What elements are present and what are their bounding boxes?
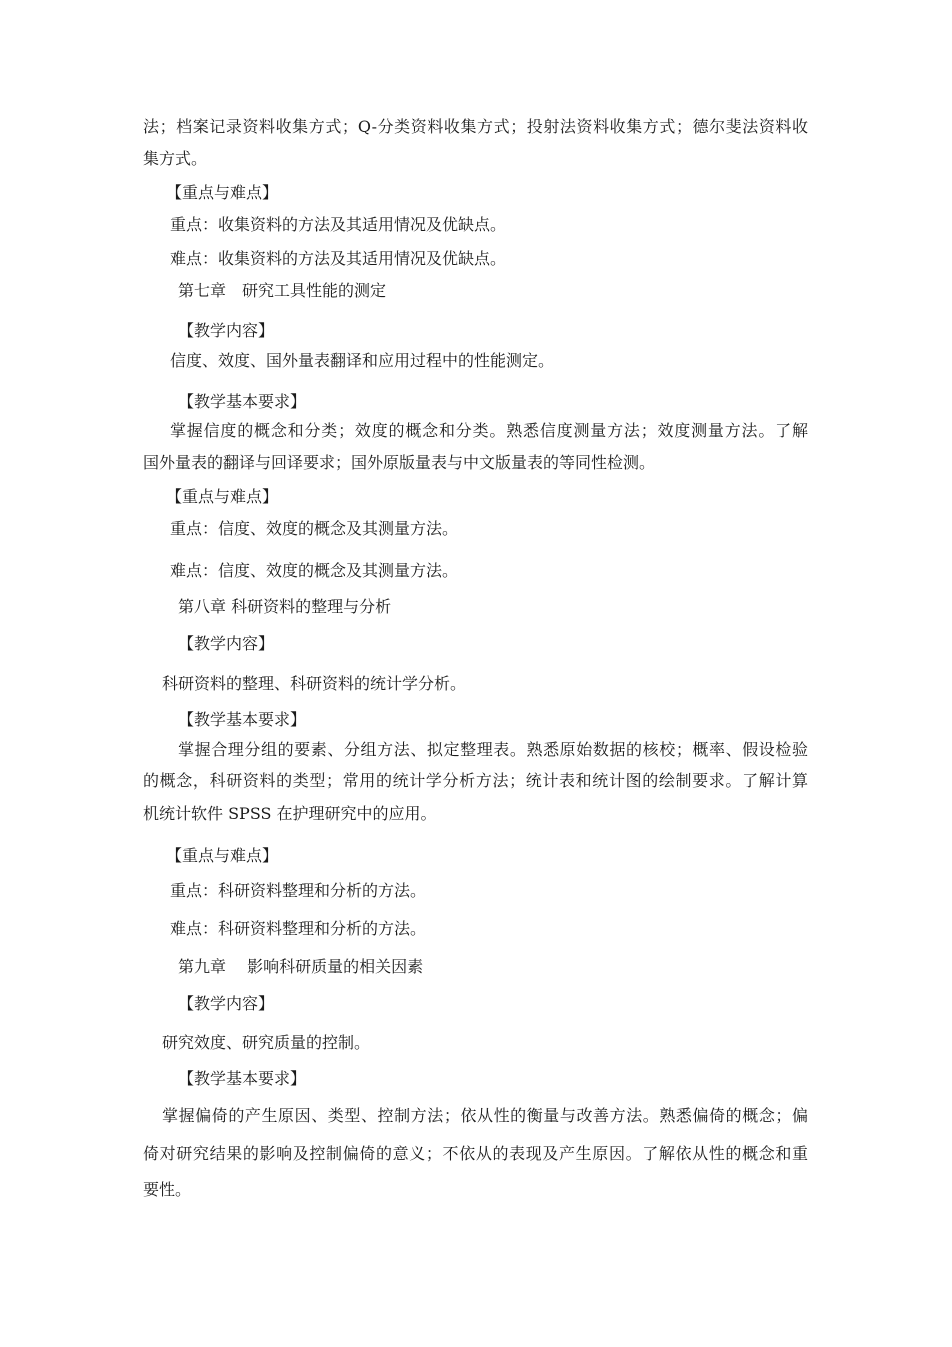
- paragraph-line: 倚对研究结果的影响及控制偏倚的意义；不依从的表现及产生原因。了解依从性的概念和重: [143, 1144, 808, 1163]
- paragraph-line: 掌握偏倚的产生原因、类型、控制方法；依从性的衡量与改善方法。熟悉偏倚的概念；偏: [162, 1106, 808, 1125]
- paragraph-line: 要性。: [143, 1180, 192, 1199]
- paragraph-line: 掌握信度的概念和分类；效度的概念和分类。熟悉信度测量方法；效度测量方法。了解: [170, 421, 808, 440]
- paragraph-line: 掌握合理分组的要素、分组方法、拟定整理表。熟悉原始数据的核校；概率、假设检验: [178, 740, 808, 759]
- chapter-title: 第八章 科研资料的整理与分析: [178, 597, 392, 616]
- difficulty-line: 难点：信度、效度的概念及其测量方法。: [170, 561, 459, 580]
- key-point-line: 重点：收集资料的方法及其适用情况及优缺点。: [170, 215, 507, 234]
- section-heading: 【教学内容】: [178, 634, 275, 653]
- section-heading: 【教学基本要求】: [178, 1069, 307, 1088]
- key-point-line: 重点：信度、效度的概念及其测量方法。: [170, 519, 459, 538]
- paragraph-line: 机统计软件 SPSS 在护理研究中的应用。: [143, 804, 437, 823]
- paragraph-line: 研究效度、研究质量的控制。: [162, 1033, 371, 1052]
- section-heading: 【教学基本要求】: [178, 392, 307, 411]
- paragraph-line: 集方式。: [143, 149, 208, 168]
- paragraph-line: 信度、效度、国外量表翻译和应用过程中的性能测定。: [170, 351, 555, 370]
- section-heading: 【重点与难点】: [166, 846, 279, 865]
- section-heading: 【重点与难点】: [166, 487, 279, 506]
- section-heading: 【教学内容】: [178, 321, 275, 340]
- section-heading: 【教学内容】: [178, 994, 275, 1013]
- difficulty-line: 难点：科研资料整理和分析的方法。: [170, 919, 427, 938]
- chapter-title: 第七章 研究工具性能的测定: [178, 281, 387, 300]
- section-heading: 【教学基本要求】: [178, 710, 307, 729]
- paragraph-line: 科研资料的整理、科研资料的统计学分析。: [162, 674, 467, 693]
- paragraph-line: 的概念，科研资料的类型；常用的统计学分析方法；统计表和统计图的绘制要求。了解计算: [143, 771, 808, 790]
- chapter-title: 第九章 影响科研质量的相关因素: [178, 957, 424, 976]
- section-heading: 【重点与难点】: [166, 183, 279, 202]
- paragraph-line: 国外量表的翻译与回译要求；国外原版量表与中文版量表的等同性检测。: [143, 453, 656, 472]
- difficulty-line: 难点：收集资料的方法及其适用情况及优缺点。: [170, 249, 507, 268]
- key-point-line: 重点：科研资料整理和分析的方法。: [170, 881, 427, 900]
- paragraph-line: 法；档案记录资料收集方式；Q-分类资料收集方式；投射法资料收集方式；德尔斐法资料收: [143, 117, 808, 136]
